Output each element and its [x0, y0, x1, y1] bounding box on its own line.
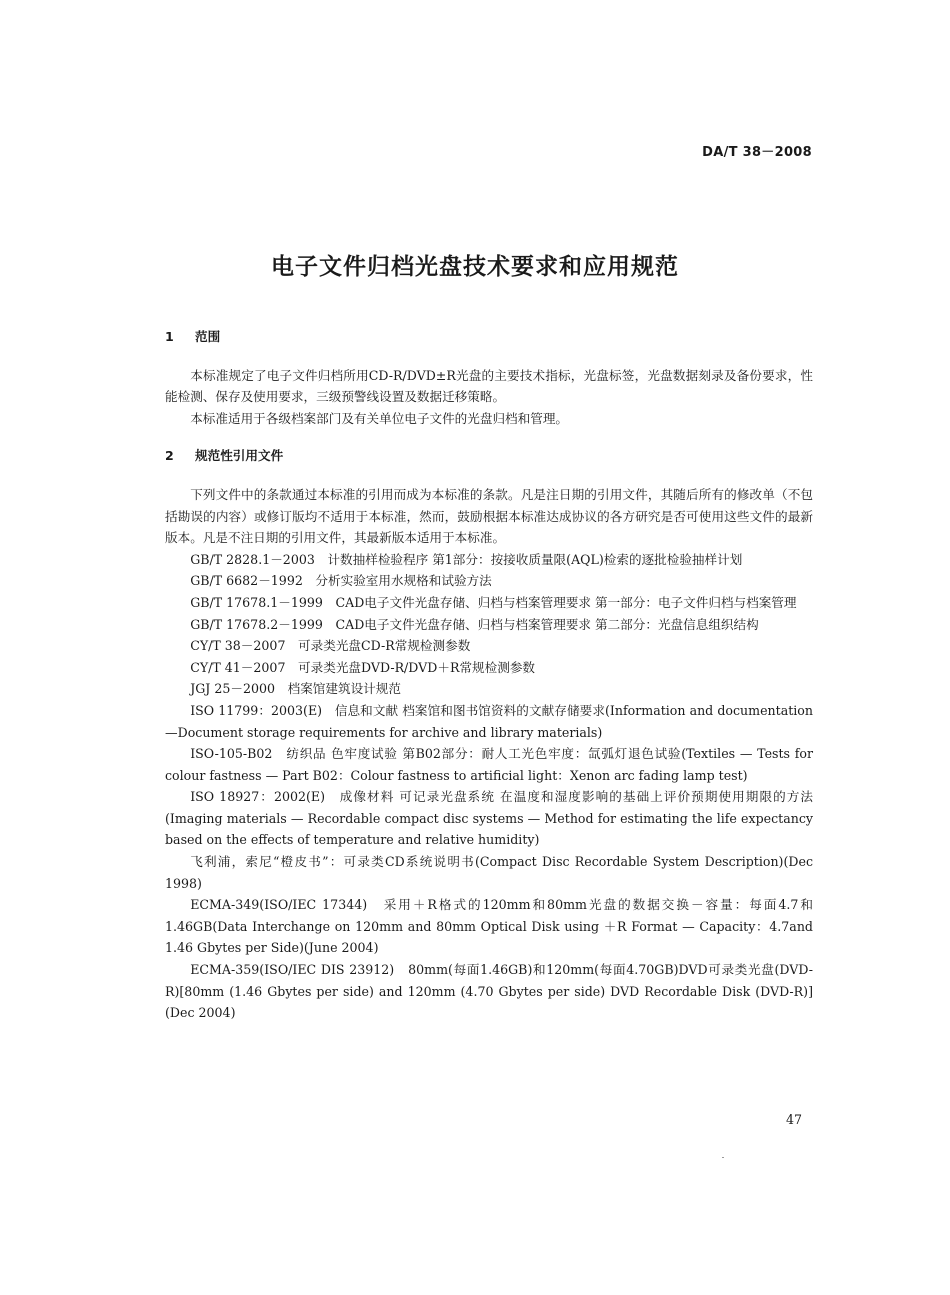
section-title: 规范性引用文件	[195, 448, 284, 464]
reference-item: CY/T 38－2007 可录类光盘CD-R常规检测参数	[190, 638, 471, 654]
reference-item: 飞利浦，索尼“橙皮书”：可录类CD系统说明书(Compact Disc Recordable System Description)(Dec 1998)	[165, 854, 813, 891]
reference-item: ECMA-349(ISO/IEC 17344) 采用＋R格式的120mm和80mm光盘的数据交换－容量：每面4.7和1.46GB(Data Interchange on 120mm and 80mm Optical Disk using ＋R Format — Capacity：4.7and 1.46 Gbytes per Side)(June 2004)	[165, 897, 813, 956]
reference-item: ISO 11799：2003(E) 信息和文献 档案馆和图书馆资料的文献存储要求(Information and documentation —Document storage requirements for archive and library materials)	[165, 702, 813, 740]
paragraph: 下列文件中的条款通过本标准的引用而成为本标准的条款。凡是注日期的引用文件，其随后所有的修改单（不包括勘误的内容）或修订版均不适用于本标准，然而，鼓励根据本标准达成协议的各方研究是否可使用这些文件的最新版本。凡是不注日期的引用文件，其最新版本适用于本标准。	[165, 486, 813, 546]
document-body	[165, 326, 813, 1024]
reference-item: ISO 18927：2002(E) 成像材料 可记录光盘系统 在温度和湿度影响的基础上评价预期使用期限的方法(Imaging materials — Recordable compact disc systems — Method for estimating the life expectancy based on the effects of temperature and relative humidity)	[165, 789, 813, 848]
section-heading-scope	[165, 326, 813, 348]
paragraph: 本标准规定了电子文件归档所用CD-R/DVD±R光盘的主要技术指标，光盘标签，光盘数据刻录及备份要求，性能检测、保存及使用要求，三级预警线设置及数据迁移策略。	[165, 367, 813, 405]
reference-item: CY/T 41－2007 可录类光盘DVD-R/DVD＋R常规检测参数	[190, 659, 536, 675]
reference-item: ISO-105-B02 纺织品 色牢度试验 第B02部分：耐人工光色牢度：氙弧灯退色试验(Textiles — Tests for colour fastness — Part B02：Colour fastness to artificial light：Xenon arc fading lamp test)	[165, 746, 813, 783]
page-number: 47	[786, 1112, 803, 1127]
section-number: 1	[165, 329, 174, 344]
paragraph: 本标准适用于各级档案部门及有关单位电子文件的光盘归档和管理。	[190, 410, 568, 426]
document-title: 电子文件归档光盘技术要求和应用规范	[271, 254, 679, 280]
section-number: 2	[165, 448, 174, 464]
reference-item: GB/T 6682－1992 分析实验室用水规格和试验方法	[190, 573, 492, 589]
reference-item: GB/T 17678.2－1999 CAD电子文件光盘存储、归档与档案管理要求 第二部分：光盘信息组织结构	[190, 616, 759, 632]
section-heading-normative-references	[165, 445, 813, 467]
reference-item: JGJ 25－2000 档案馆建筑设计规范	[190, 681, 401, 697]
standard-code: DA/T 38－2008	[702, 145, 812, 160]
scan-speck	[722, 1157, 724, 1158]
reference-item: ECMA-359(ISO/IEC DIS 23912) 80mm(每面1.46GB)和120mm(每面4.70GB)DVD可录类光盘(DVD-R)[80mm (1.46 Gbytes per side) and 120mm (4.70 Gbytes per side) DVD Recordable Disk (DVD-R)](Dec 2004)	[165, 962, 813, 1021]
reference-item: GB/T 2828.1－2003 计数抽样检验程序 第1部分：按接收质量限(AQL)检索的逐批检验抽样计划	[190, 551, 743, 567]
reference-item: GB/T 17678.1－1999 CAD电子文件光盘存储、归档与档案管理要求 第一部分：电子文件归档与档案管理	[190, 594, 797, 610]
section-title: 范围	[195, 329, 221, 344]
